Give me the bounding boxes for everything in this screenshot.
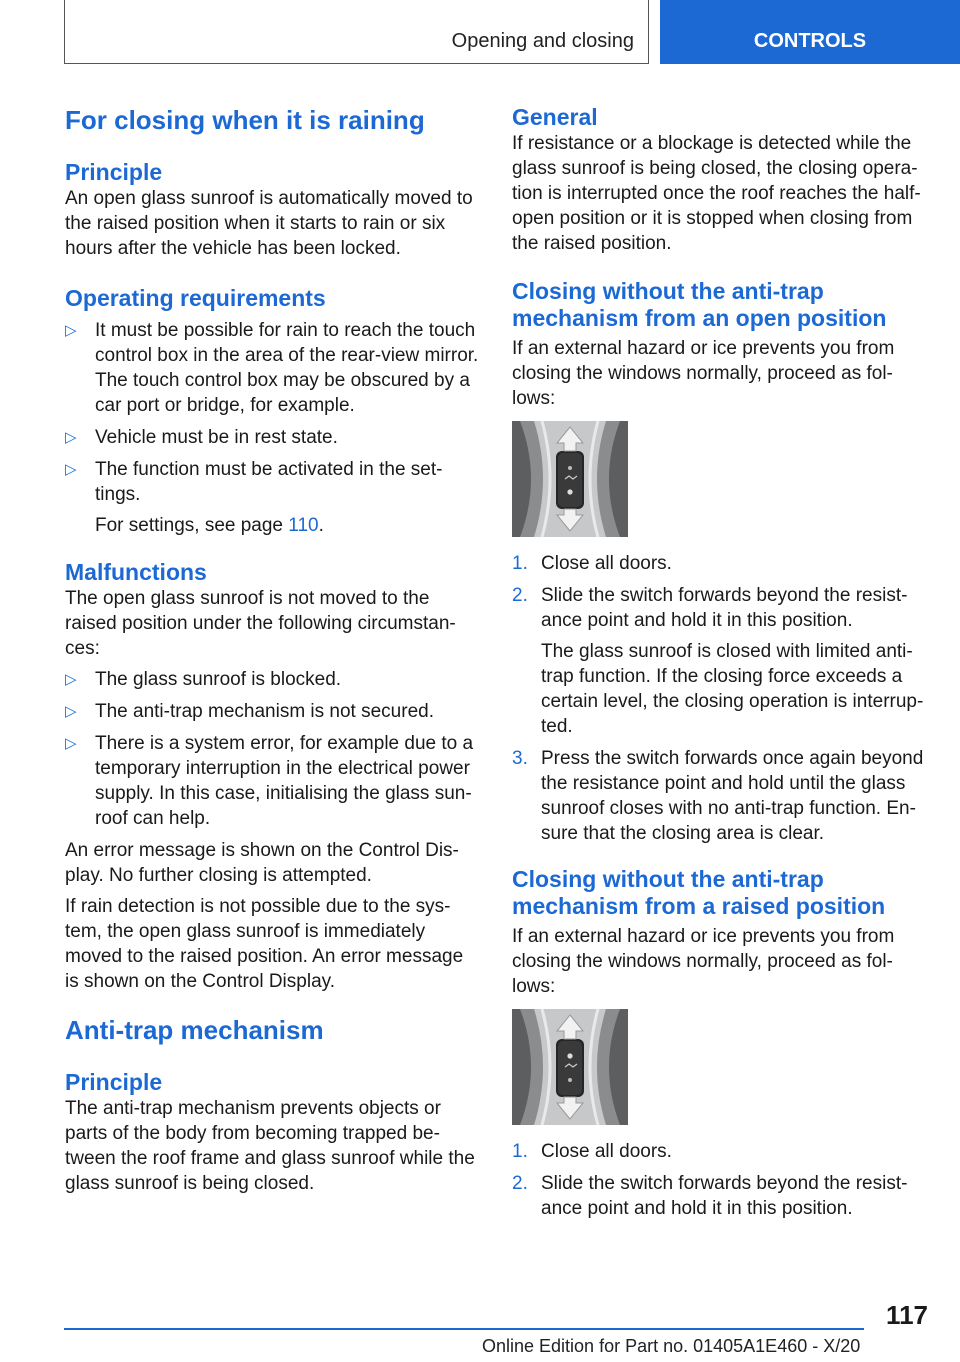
anti-trap-text: The anti-trap mechanism prevents objects or parts of the body from becoming trapped be-tween the roof frame and glass sunroof while the glass sunroof is being closed.: [65, 1098, 475, 1194]
page-number: 117: [886, 1300, 928, 1330]
operating-requirements-heading: Operating requirements: [65, 285, 326, 311]
triangle-bullet-icon: ▷: [65, 461, 77, 478]
list-item: ▷ There is a system error, for example due to a temporary interruption in the electrical power supply. In this case, initialising the glass sun-roof can help.: [65, 733, 474, 829]
triangle-bullet-icon: ▷: [65, 322, 77, 339]
list-item: 2. Slide the switch forwards beyond the resist-ance point and hold it in this position.: [512, 1173, 908, 1219]
page-link[interactable]: 110: [288, 515, 319, 536]
triangle-bullet-icon: ▷: [65, 671, 77, 688]
operating-requirements-list: [65, 318, 480, 538]
list-item: ▷ The anti-trap mechanism is not secured.: [65, 701, 434, 722]
page-header: [0, 0, 960, 64]
list-item: ▷ It must be possible for rain to reach the touch control box in the area of the rear-view mirror. The touch control box may be obscured by a car port or bridge, for example.: [65, 320, 479, 416]
triangle-bullet-icon: ▷: [65, 703, 77, 720]
chapter-tab: [660, 0, 960, 64]
anti-trap-heading: Anti-trap mechanism: [65, 1015, 324, 1045]
malfunctions-heading: Malfunctions: [65, 559, 207, 585]
list-item: ▷ Vehicle must be in rest state.: [65, 427, 338, 448]
list-item: 1. Close all doors.: [512, 1141, 672, 1162]
list-item: ▷ The glass sunroof is blocked.: [65, 669, 342, 690]
footer-edition: Online Edition for Part no. 01405A1E460 - X/20: [482, 1336, 861, 1356]
principle-heading: Principle: [65, 159, 163, 185]
footer-divider: [64, 1328, 864, 1330]
open-position-heading: Closing without the anti-trap mechanism from an open position: [512, 278, 887, 331]
settings-reference: For settings, see page 110.: [95, 515, 324, 536]
raised-position-steps: [512, 1139, 930, 1221]
general-heading: General: [512, 104, 598, 130]
malfunctions-text: The open glass sunroof is not moved to the raised position under the following circumstan-ces:: [65, 588, 456, 659]
list-item: ▷ The function must be activated in the set-tings. For settings, see page 110.: [65, 457, 480, 538]
sunroof-switch-image: [512, 421, 628, 537]
raised-position-heading: Closing without the anti-trap mechanism from a raised position: [512, 866, 886, 919]
right-column: [512, 100, 930, 1228]
left-column: [65, 100, 480, 1196]
malfunctions-list: [65, 667, 480, 831]
chapter-title: CONTROLS: [753, 30, 867, 52]
raised-position-text: If an external hazard or ice prevents you from closing the windows normally, proceed as fol-lows:: [512, 926, 895, 997]
section-title: Opening and closing: [451, 30, 634, 52]
list-item: 1. Close all doors.: [512, 553, 672, 574]
rain-heading: For closing when it is raining: [65, 105, 425, 135]
open-position-text: If an external hazard or ice prevents you from closing the windows normally, proceed as fol-lows:: [512, 338, 895, 409]
sunroof-switch-image: [512, 1009, 628, 1125]
anti-trap-principle-heading: Principle: [65, 1069, 163, 1095]
section-tab: [64, 0, 649, 64]
general-text: If resistance or a blockage is detected while the glass sunroof is being closed, the closing opera-tion is interrupted once the roof reaches the half-open position or it is stopped when closing from the raised position.: [512, 133, 921, 254]
open-position-steps: [512, 551, 930, 846]
malfunctions-paragraph-3: If rain detection is not possible due to the sys-tem, the open glass sunroof is immediately moved to the raised position. An error message is shown on the Control Display.: [65, 896, 464, 992]
malfunctions-paragraph-2: An error message is shown on the Control Dis-play. No further closing is attempted.: [65, 840, 459, 886]
triangle-bullet-icon: ▷: [65, 429, 77, 446]
principle-text: An open glass sunroof is automatically moved to the raised position when it starts to rain or six hours after the vehicle has been locked.: [65, 188, 473, 259]
triangle-bullet-icon: ▷: [65, 735, 77, 752]
list-item: 3. Press the switch forwards once again beyond the resistance point and hold until the glass sunroof closes with no anti-trap function. En-sure that the closing area is clear.: [512, 748, 924, 844]
list-item: 2. Slide the switch forwards beyond the resist-ance point and hold it in this position. The glass sunroof is closed with limited anti-trap function. If the closing force exceeds a certain level, the closing operation is interrup-ted.: [512, 585, 924, 737]
